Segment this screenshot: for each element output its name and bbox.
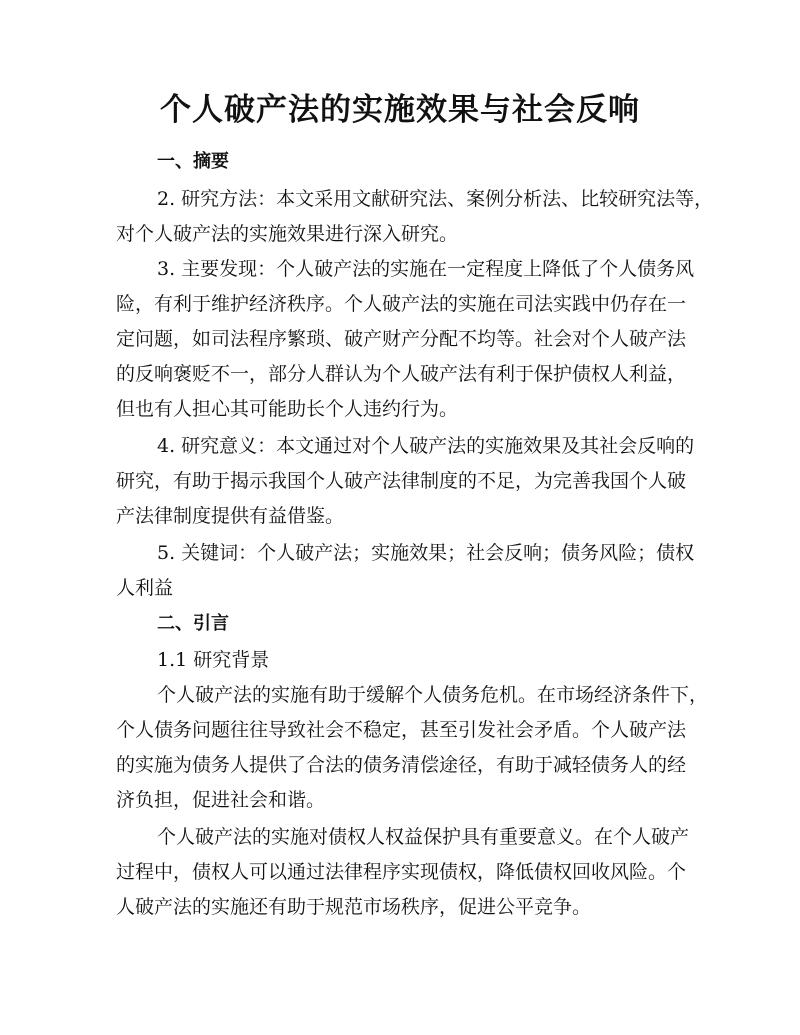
paragraph-line: 研究，有助于揭示我国个人破产法律制度的不足，为完善我国个人破 xyxy=(116,470,687,492)
paragraph-line: 但也有人担心其可能助长个人违约行为。 xyxy=(116,398,459,420)
paragraph-line: 2. 研究方法：本文采用文献研究法、案例分析法、比较研究法等， xyxy=(157,188,714,210)
paragraph-line: 个人债务问题往往导致社会不稳定，甚至引发社会矛盾。个人破产法 xyxy=(116,719,687,741)
paragraph-line: 个人破产法的实施有助于缓解个人债务危机。在市场经济条件下， xyxy=(157,684,709,706)
paragraph-line: 济负担，促进社会和谐。 xyxy=(116,789,326,811)
section-heading-introduction: 二、引言 xyxy=(157,613,229,634)
subsection-heading: 1.1 研究背景 xyxy=(157,649,270,671)
document-title: 个人破产法的实施效果与社会反响 xyxy=(160,92,640,128)
section-heading-abstract: 一、摘要 xyxy=(157,151,229,172)
paragraph-line: 产法律制度提供有益借鉴。 xyxy=(116,505,345,527)
paragraph-line: 过程中，债权人可以通过法律程序实现债权，降低债权回收风险。个 xyxy=(116,861,687,883)
paragraph-line: 4. 研究意义：本文通过对个人破产法的实施效果及其社会反响的 xyxy=(157,435,695,457)
paragraph-line: 的反响褒贬不一，部分人群认为个人破产法有利于保护债权人利益， xyxy=(116,363,687,385)
paragraph-line: 3. 主要发现：个人破产法的实施在一定程度上降低了个人债务风 xyxy=(157,258,695,280)
paragraph-line: 对个人破产法的实施效果进行深入研究。 xyxy=(116,223,459,245)
paragraph-line: 人破产法的实施还有助于规范市场秩序，促进公平竞争。 xyxy=(116,896,592,918)
paragraph-line: 险，有利于维护经济秩序。个人破产法的实施在司法实践中仍存在一 xyxy=(116,293,687,315)
paragraph-line: 人利益 xyxy=(116,577,174,599)
paragraph-line: 定问题，如司法程序繁琐、破产财产分配不均等。社会对个人破产法 xyxy=(116,328,687,350)
paragraph-line: 个人破产法的实施对债权人权益保护具有重要意义。在个人破产 xyxy=(157,826,690,848)
paragraph-line: 的实施为债务人提供了合法的债务清偿途径，有助于减轻债务人的经 xyxy=(116,754,687,776)
paragraph-line: 5. 关键词：个人破产法；实施效果；社会反响；债务风险；债权 xyxy=(157,542,695,564)
